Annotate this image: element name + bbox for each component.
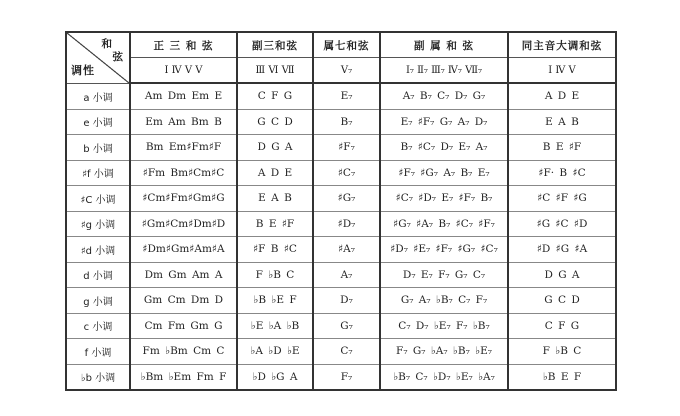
table-row	[66, 109, 616, 135]
primary-chords-cell: ♯Dm♯Gm♯Am♯A	[130, 237, 237, 263]
degree-header-secondary-dominant: Ⅰ₇ Ⅱ₇ Ⅲ₇ Ⅳ₇ Ⅶ₇	[380, 58, 508, 84]
primary-chords-cell: Am Dm Em E	[130, 83, 237, 109]
dominant7-cell: A₇	[313, 262, 380, 288]
secondary-triads-cell: ♭D ♭G A	[237, 364, 313, 390]
secondary-triads-cell: A D E	[237, 160, 313, 186]
key-cell: a 小调	[66, 83, 130, 109]
parallel-major-cell: F ♭B C	[508, 339, 616, 365]
parallel-major-cell: ♯G ♯C ♯D	[508, 211, 616, 237]
dominant7-cell: ♯A₇	[313, 237, 380, 263]
parallel-major-cell: C F G	[508, 313, 616, 339]
secondary-triads-cell: ♭B ♭E F	[237, 288, 313, 314]
degree-header-primary: Ⅰ Ⅳ Ⅴ Ⅴ	[130, 58, 237, 84]
dominant7-cell: F₇	[313, 364, 380, 390]
group-header-dominant7: 属七和弦	[313, 32, 380, 58]
key-cell: ♭b 小调	[66, 364, 130, 390]
secondary-dominants-cell: ♯G₇ ♯A₇ B₇ ♯C₇ ♯F₇	[380, 211, 508, 237]
parallel-major-cell: ♭B E F	[508, 364, 616, 390]
degree-header-dominant7: Ⅴ₇	[313, 58, 380, 84]
primary-chords-cell: ♭Bm ♭Em Fm F	[130, 364, 237, 390]
key-cell: g 小调	[66, 288, 130, 314]
primary-chords-cell: Em Am Bm B	[130, 109, 237, 135]
table-row	[66, 262, 616, 288]
degree-header-parallel-major: Ⅰ Ⅳ Ⅴ	[508, 58, 616, 84]
dominant7-cell: C₇	[313, 339, 380, 365]
secondary-dominants-cell: ♯C₇ ♯D₇ E₇ ♯F₇ B₇	[380, 186, 508, 212]
group-header-primary: 正 三 和 弦	[130, 32, 237, 58]
secondary-triads-cell: G C D	[237, 109, 313, 135]
dominant7-cell: ♯C₇	[313, 160, 380, 186]
secondary-triads-cell: ♯F B ♯C	[237, 237, 313, 263]
key-cell: c 小调	[66, 313, 130, 339]
table-row	[66, 288, 616, 314]
secondary-dominants-cell: B₇ ♯C₇ D₇ E₇ A₇	[380, 135, 508, 161]
secondary-dominants-cell: E₇ ♯F₇ G₇ A₇ D₇	[380, 109, 508, 135]
chord-table	[65, 31, 617, 391]
table-row	[66, 237, 616, 263]
dominant7-cell: G₇	[313, 313, 380, 339]
parallel-major-cell: E A B	[508, 109, 616, 135]
group-header-secondary: 副三和弦	[237, 32, 313, 58]
secondary-triads-cell: C F G	[237, 83, 313, 109]
secondary-dominants-cell: D₇ E₇ F₇ G₇ C₇	[380, 262, 508, 288]
secondary-triads-cell: ♭E ♭A ♭B	[237, 313, 313, 339]
secondary-triads-cell: E A B	[237, 186, 313, 212]
secondary-dominants-cell: ♭B₇ C₇ ♭D₇ ♭E₇ ♭A₇	[380, 364, 508, 390]
secondary-triads-cell: F ♭B C	[237, 262, 313, 288]
group-header-secondary-dominant: 副 属 和 弦	[380, 32, 508, 58]
primary-chords-cell: ♯Fm Bm♯Cm♯C	[130, 160, 237, 186]
parallel-major-cell: ♯C ♯F ♯G	[508, 186, 616, 212]
corner-header-cell	[66, 32, 130, 83]
secondary-dominants-cell: G₇ A₇ ♭B₇ C₇ F₇	[380, 288, 508, 314]
table-row	[66, 339, 616, 365]
key-cell: d 小调	[66, 262, 130, 288]
secondary-dominants-cell: A₇ B₇ C₇ D₇ G₇	[380, 83, 508, 109]
secondary-dominants-cell: F₇ G₇ ♭A₇ ♭B₇ ♭E₇	[380, 339, 508, 365]
table-row	[66, 364, 616, 390]
key-cell: ♯f 小调	[66, 160, 130, 186]
table-row	[66, 83, 616, 109]
dominant7-cell: ♯D₇	[313, 211, 380, 237]
secondary-dominants-cell: C₇ D₇ ♭E₇ F₇ ♭B₇	[380, 313, 508, 339]
degree-header-secondary: Ⅲ Ⅵ Ⅶ	[237, 58, 313, 84]
table-row	[66, 160, 616, 186]
table-row	[66, 186, 616, 212]
parallel-major-cell: ♯F· B ♯C	[508, 160, 616, 186]
parallel-major-cell: A D E	[508, 83, 616, 109]
dominant7-cell: B₇	[313, 109, 380, 135]
key-cell: ♯g 小调	[66, 211, 130, 237]
primary-chords-cell: Bm Em♯Fm♯F	[130, 135, 237, 161]
dominant7-cell: E₇	[313, 83, 380, 109]
table-row	[66, 211, 616, 237]
key-cell: f 小调	[66, 339, 130, 365]
primary-chords-cell: Cm Fm Gm G	[130, 313, 237, 339]
primary-chords-cell: Gm Cm Dm D	[130, 288, 237, 314]
key-cell: e 小调	[66, 109, 130, 135]
parallel-major-cell: ♯D ♯G ♯A	[508, 237, 616, 263]
dominant7-cell: D₇	[313, 288, 380, 314]
primary-chords-cell: ♯Gm♯Cm♯Dm♯D	[130, 211, 237, 237]
corner-bottom-label: 调性	[71, 63, 95, 77]
dominant7-cell: ♯F₇	[313, 135, 380, 161]
primary-chords-cell: Fm ♭Bm Cm C	[130, 339, 237, 365]
parallel-major-cell: B E ♯F	[508, 135, 616, 161]
group-header-row	[66, 32, 616, 58]
parallel-major-cell: G C D	[508, 288, 616, 314]
key-cell: ♯C 小调	[66, 186, 130, 212]
parallel-major-cell: D G A	[508, 262, 616, 288]
secondary-dominants-cell: ♯F₇ ♯G₇ A₇ B₇ E₇	[380, 160, 508, 186]
primary-chords-cell: Dm Gm Am A	[130, 262, 237, 288]
key-cell: ♯d 小调	[66, 237, 130, 263]
degree-header-row	[66, 58, 616, 84]
primary-chords-cell: ♯Cm♯Fm♯Gm♯G	[130, 186, 237, 212]
dominant7-cell: ♯G₇	[313, 186, 380, 212]
secondary-triads-cell: D G A	[237, 135, 313, 161]
corner-middle-label: 弦	[112, 51, 124, 63]
corner-top-label: 和	[101, 38, 113, 50]
secondary-triads-cell: ♭A ♭D ♭E	[237, 339, 313, 365]
group-header-parallel-major: 同主音大调和弦	[508, 32, 616, 58]
table-row	[66, 135, 616, 161]
table-row	[66, 313, 616, 339]
secondary-dominants-cell: ♯D₇ ♯E₇ ♯F₇ ♯G₇ ♯C₇	[380, 237, 508, 263]
secondary-triads-cell: B E ♯F	[237, 211, 313, 237]
key-cell: b 小调	[66, 135, 130, 161]
